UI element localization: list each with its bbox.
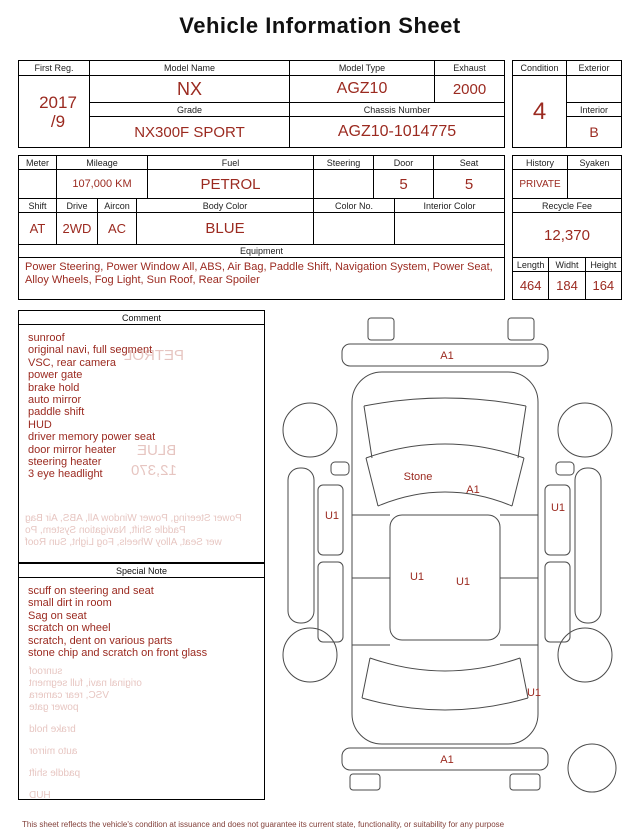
pillar-lines [352,515,538,645]
spare-tire [568,744,616,792]
damage-mark: U1 [526,687,542,699]
comment-box [18,310,265,563]
damage-mark: A1 [466,484,480,496]
ghost-text: PETROL [124,347,185,364]
spec-row-2 [19,199,504,244]
body-color-value: BLUE [137,213,313,244]
exterior-header: Exterior [567,61,621,75]
sill-left [288,468,314,623]
damage-mark: A1 [440,754,454,766]
first-reg-month: /9 [50,111,66,131]
aircon-value: AC [98,213,136,244]
damage-mark: Stone [403,471,433,483]
grade-value: NX300F SPORT [90,117,289,147]
mirror-left [331,462,349,475]
length-value: 464 [513,272,548,299]
rear-corner-left [350,774,380,790]
ghost-text: wer Seat, Alloy Wheels, Fog Light, Sun Roof [25,537,222,548]
ghost-text: Power Steering, Power Window All, ABS, Air Bag [25,513,242,524]
comment-line: door mirror heater [28,443,117,456]
comment-line: steering heater [28,456,102,469]
meter-value [19,170,56,198]
exhaust-value: 2000 [435,76,504,102]
width-value: 184 [549,272,584,299]
interior-color-header: Interior Color [395,199,504,212]
special-note-line: Sag on seat [28,609,87,622]
comment-line: brake hold [28,381,80,394]
meter-header: Meter [19,156,56,169]
car-diagram [270,310,635,800]
steering-value [314,170,373,198]
interior-value: B [567,117,621,147]
recycle-fee-row [513,199,621,257]
sill-right [575,468,601,623]
mileage-value: 107,000 KM [57,170,147,198]
door-header: Door [374,156,433,169]
wheel-rear-left [283,628,337,682]
damage-mark: U1 [324,510,340,522]
ghost-text: auto mirror [29,746,78,757]
rear-corner-right [510,774,540,790]
special-note-box [18,563,265,800]
ghost-text: sunroof [29,666,63,677]
rear-window-sides [362,658,528,698]
chassis-header: Chassis Number [290,103,504,116]
special-note-line: scuff on steering and seat [28,585,154,597]
first-reg-header: First Reg. [19,61,89,75]
history-value: PRIVATE [513,170,567,198]
history-header: History [513,156,567,169]
comment-body [19,325,264,562]
condition-header: Condition [513,61,566,75]
ghost-text: VSC, rear camera [29,690,110,701]
special-note-body [19,578,264,799]
wheel-rear-right [558,628,612,682]
comment-line: driver memory power seat [28,431,156,444]
front-corner-right [508,318,534,340]
grade-header: Grade [90,103,289,116]
seat-header: Seat [434,156,504,169]
windshield-top [366,444,524,458]
spec-table [18,155,505,300]
width-header: Widht [549,258,584,271]
drive-header: Drive [57,199,97,212]
damage-mark: U1 [455,576,471,588]
disclaimer-text: This sheet reflects the vehicle's condition at issuance and does not guarantee its current state, functionality, or suitability for any purpose [22,820,505,829]
damage-mark: U1 [409,571,425,583]
comment-line: original navi, full segment [28,344,153,357]
syaken-value [568,170,621,198]
identity-table [18,60,505,148]
syaken-header: Syaken [568,156,621,169]
ghost-text: 12,370 [131,462,177,479]
wheel-front-right [558,403,612,457]
comment-line: VSC, rear camera [28,356,117,369]
equipment-header: Equipment [19,245,504,257]
windshield-bottom [378,492,512,506]
fuel-header: Fuel [148,156,313,169]
aircon-header: Aircon [98,199,136,212]
steering-header: Steering [314,156,373,169]
door-rear-right [545,562,570,642]
condition-table [512,60,622,148]
door-value: 5 [374,170,433,198]
height-value: 164 [586,272,621,299]
color-no-value [314,213,394,244]
color-no-header: Color No. [314,199,394,212]
dimensions-row [513,258,621,299]
equipment-row [19,245,504,299]
ghost-text: BLUE [137,442,177,459]
special-note-line: scratch, dent on various parts [28,634,173,647]
comment-line: sunroof [28,332,65,344]
page-title: Vehicle Information Sheet [179,13,461,38]
seat-value: 5 [434,170,504,198]
history-row [513,156,621,198]
first-reg-value [19,76,89,147]
damage-mark: U1 [550,502,566,514]
first-reg-year: 2017 [39,92,77,112]
shift-header: Shift [19,199,56,212]
condition-value: 4 [513,76,566,147]
chassis-value: AGZ10-1014775 [290,117,504,147]
special-note-header: Special Note [19,564,264,578]
comment-header: Comment [19,311,264,325]
comment-line: 3 eye headlight [28,468,103,481]
model-name-header: Model Name [90,61,289,75]
height-header: Height [586,258,621,271]
exhaust-header: Exhaust [435,61,504,75]
recycle-fee-header: Recycle Fee [513,199,621,212]
door-rear-left [318,562,343,642]
damage-mark: A1 [440,350,454,362]
windshield-sides [366,458,524,506]
comment-line: paddle shift [28,406,85,419]
drive-value: 2WD [57,213,97,244]
fuel-value: PETROL [148,170,313,198]
comment-line: auto mirror [28,394,82,407]
wheel-front-left [283,403,337,457]
special-note-line: stone chip and scratch on front glass [28,647,208,660]
special-note-line: scratch on wheel [28,622,111,635]
equipment-value: Power Steering, Power Window All, ABS, Air Bag, Paddle Shift, Navigation System, Power Seat, Alloy Wheels, Fog Light, Sun Roof, Rear Spoiler [19,258,504,299]
door-front-right [545,485,570,555]
recycle-fee-value: 12,370 [513,213,621,257]
front-corner-left [368,318,394,340]
hood-sides [364,406,526,458]
mileage-header: Mileage [57,156,147,169]
ghost-text: brake hold [29,724,76,735]
interior-header: Interior [567,103,621,116]
history-fee-table [512,155,622,300]
mirror-right [556,462,574,475]
exterior-value [567,76,621,102]
car-body [352,372,538,744]
special-note-line: small dirt in room [28,597,112,610]
model-type-header: Model Type [290,61,434,75]
comment-line: HUD [28,418,52,431]
ghost-text: HUD [29,790,51,801]
model-type-value: AGZ10 [290,76,434,102]
comment-line: power gate [28,369,83,382]
shift-value: AT [19,213,56,244]
hood-line [364,398,526,406]
ghost-text: power gate [29,702,79,713]
ghost-text: original navi, full segment [29,678,142,689]
model-name-value: NX [90,76,289,102]
ghost-text: paddle shift [29,768,81,779]
ghost-text: Paddle Shift, Navigation System, Po [25,525,186,536]
body-color-header: Body Color [137,199,313,212]
length-header: Length [513,258,548,271]
roof-panel [390,515,500,640]
interior-color-value [395,213,504,244]
rear-window-bottom [362,698,528,710]
spec-row-1 [19,156,504,198]
rear-window-top [370,658,520,671]
